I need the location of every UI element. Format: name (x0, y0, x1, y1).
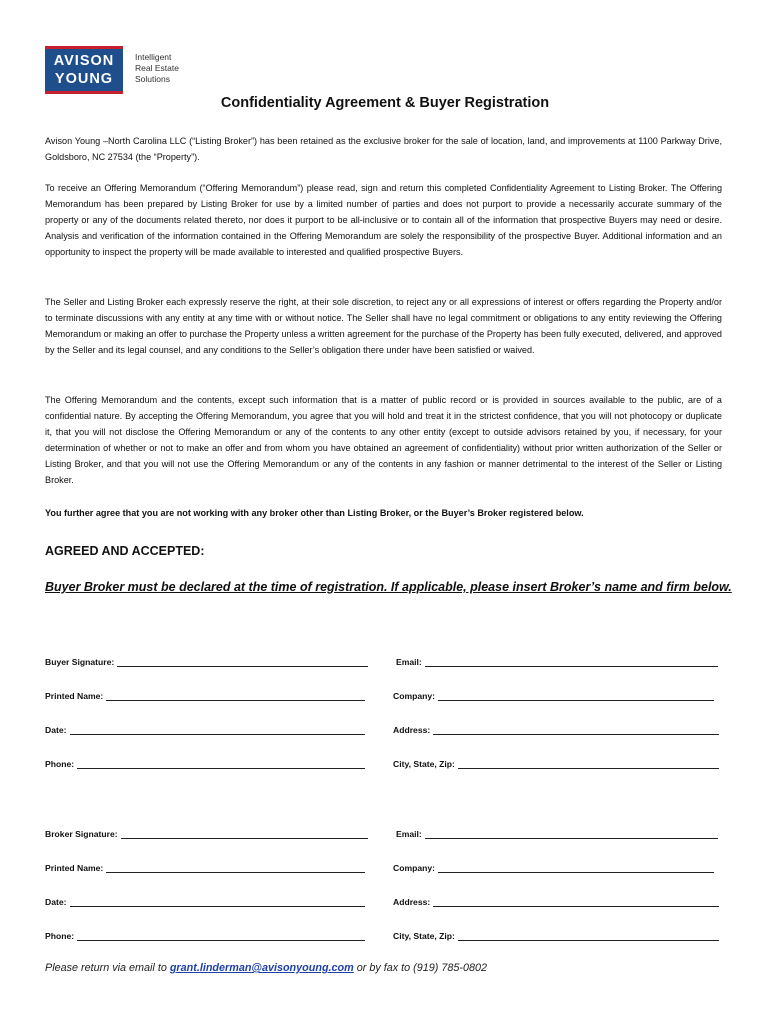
buyer-city-label: City, State, Zip: (393, 759, 455, 769)
logo-line1: AVISON (53, 53, 115, 69)
buyer-printed-name-line[interactable] (106, 690, 365, 701)
buyer-signature-field[interactable] (45, 655, 368, 667)
buyer-printed-name-label: Printed Name: (45, 691, 104, 701)
broker-signature-line[interactable] (121, 828, 368, 839)
broker-date-field[interactable] (45, 895, 365, 907)
broker-address-label: Address: (393, 897, 431, 907)
buyer-company-label: Company: (393, 691, 436, 701)
broker-email-label: Email: (396, 829, 422, 839)
buyer-phone-line[interactable] (77, 758, 365, 769)
broker-date-label: Date: (45, 897, 67, 907)
broker-company-field[interactable] (393, 861, 714, 873)
broker-phone-field[interactable] (45, 929, 365, 941)
agreed-heading: AGREED AND ACCEPTED: (45, 544, 205, 558)
broker-phone-label: Phone: (45, 931, 75, 941)
logo-tag3: Solutions (135, 74, 170, 84)
paragraph-reserve: The Seller and Listing Broker each expressly reserve the right, at their sole discretion, to reject any or all expressions of interest or offers regarding the Property and/or to terminate discussions with any entity at any time with or without notice. The Seller shall have no legal commitment or obligations to any entity reviewing the Offering Memorandum or making an offer to purchase the Property unless a written agreement for the purchase of the Property has been fully executed, delivered, and approved by the Seller and its legal counsel, and any conditions to the Seller’s obligation there under have been satisfied or waived. (45, 297, 722, 356)
broker-printed-name-line[interactable] (106, 862, 365, 873)
broker-declaration-note: Buyer Broker must be declared at the time of registration. If applicable, please insert Broker’s name and firm below. (45, 580, 732, 594)
buyer-printed-name-field[interactable] (45, 689, 365, 701)
buyer-address-line[interactable] (433, 724, 719, 735)
buyer-company-line[interactable] (438, 690, 714, 701)
buyer-phone-field[interactable] (45, 757, 365, 769)
buyer-signature-label: Buyer Signature: (45, 657, 115, 667)
footer-prefix: Please return via email to (45, 962, 170, 974)
buyer-date-label: Date: (45, 725, 67, 735)
broker-printed-name-label: Printed Name: (45, 863, 104, 873)
buyer-address-field[interactable] (393, 723, 719, 735)
buyer-email-label: Email: (396, 657, 422, 667)
buyer-signature-line[interactable] (117, 656, 368, 667)
buyer-email-line[interactable] (425, 656, 718, 667)
broker-company-label: Company: (393, 863, 436, 873)
avison-young-logo (45, 46, 179, 94)
broker-email-line[interactable] (425, 828, 718, 839)
broker-address-line[interactable] (433, 896, 719, 907)
paragraph-confidential: The Offering Memorandum and the contents, except such information that is a matter of public record or is provided in sources available to the public, are of a confidential nature. By accepting the Offering Memorandum, you agree that you will hold and treat it in the strictest confidence, that you will not photocopy or duplicate it, that you will not disclose the Offering Memorandum or any of the contents to any other entity (except to outside advisors retained by you, if necessary, for your determination of whether or not to make an offer and from whom you have obtained an agreement of confidentiality) without prior written authorization of the Seller or Listing Broker, and that you will not use the Offering Memorandum or any of the contents in any fashion or manner detrimental to the interest of the Seller or Listing Broker. (45, 395, 722, 486)
footer-suffix: or by fax to (919) 785-0802 (353, 962, 487, 974)
broker-phone-line[interactable] (77, 930, 365, 941)
logo-tagline (135, 52, 179, 85)
broker-printed-name-field[interactable] (45, 861, 365, 873)
broker-disclosure-statement: You further agree that you are not working with any broker other than Listing Broker, or the Buyer’s Broker registered below. (45, 508, 584, 518)
logo-tag1: Intelligent (135, 52, 172, 62)
buyer-address-label: Address: (393, 725, 431, 735)
broker-signature-label: Broker Signature: (45, 829, 118, 839)
buyer-date-field[interactable] (45, 723, 365, 735)
buyer-city-state-zip-field[interactable] (393, 757, 719, 769)
broker-date-line[interactable] (70, 896, 366, 907)
buyer-phone-label: Phone: (45, 759, 75, 769)
logo-wordmark (45, 46, 123, 94)
broker-signature-field[interactable] (45, 827, 368, 839)
return-instructions (45, 962, 487, 974)
broker-city-line[interactable] (458, 930, 719, 941)
buyer-date-line[interactable] (70, 724, 366, 735)
broker-email-field[interactable] (396, 827, 718, 839)
buyer-email-field[interactable] (396, 655, 718, 667)
page-title: Confidentiality Agreement & Buyer Registration (220, 95, 550, 111)
logo-tag2: Real Estate (135, 63, 179, 73)
broker-company-line[interactable] (438, 862, 714, 873)
broker-city-state-zip-field[interactable] (393, 929, 719, 941)
logo-line2: YOUNG (54, 71, 114, 87)
broker-city-label: City, State, Zip: (393, 931, 455, 941)
paragraph-intro: Avison Young –North Carolina LLC (“Listing Broker”) has been retained as the exclusive broker for the sale of location, land, and improvements at 1100 Parkway Drive, Goldsboro, NC 27534 (the “Property”). (45, 136, 722, 163)
broker-address-field[interactable] (393, 895, 719, 907)
paragraph-offering: To receive an Offering Memorandum (“Offering Memorandum”) please read, sign and return this completed Confidentiality Agreement to Listing Broker. The Offering Memorandum has been prepared by Listing Broker for use by a limited number of parties and does not purport to provide a necessarily accurate summary of the property or any of the documents related thereto, nor does it purport to be all-inclusive or to contain all of the information that prospective Buyers may need or desire. Analysis and verification of the information contained in the Offering Memorandum are solely the responsibility of the prospective Buyer. Additional information and an opportunity to inspect the property will be made available to interested and qualified prospective Buyers. (45, 183, 722, 258)
contact-email-link[interactable]: grant.linderman@avisonyoung.com (169, 962, 354, 974)
buyer-company-field[interactable] (393, 689, 714, 701)
buyer-city-line[interactable] (458, 758, 719, 769)
